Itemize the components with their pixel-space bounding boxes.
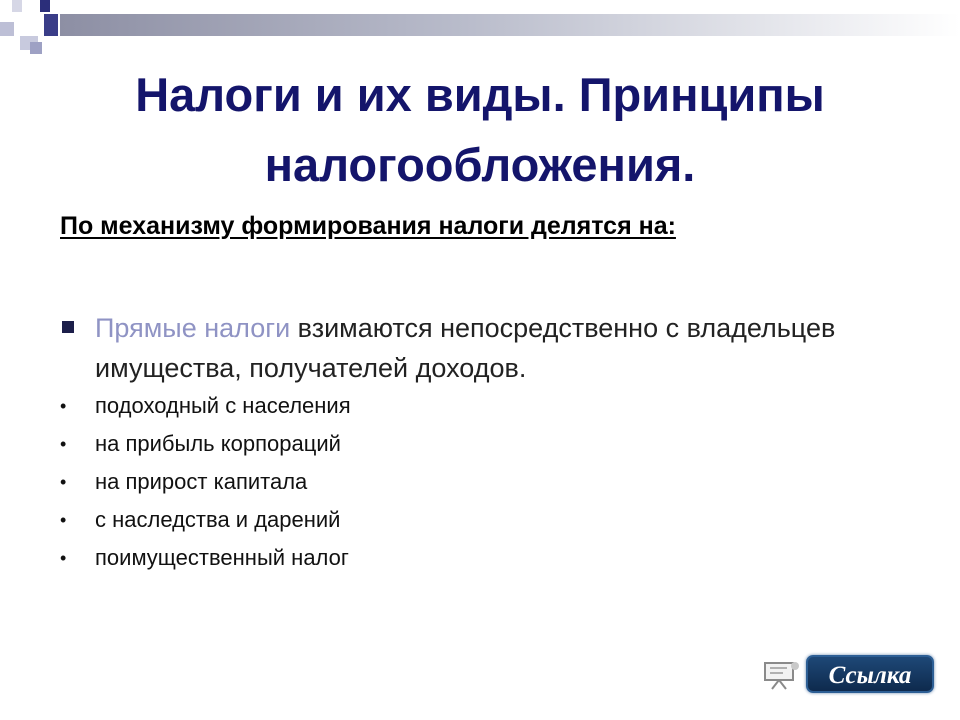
list-item <box>60 426 351 464</box>
decor-square <box>22 12 38 30</box>
decor-square <box>44 14 58 36</box>
link-button[interactable]: Ссылка <box>806 655 934 693</box>
list-item-label: на прибыль корпораций <box>95 431 341 456</box>
direct-taxes-highlight: Прямые налоги <box>95 313 291 343</box>
decor-square <box>12 0 22 12</box>
square-bullet-icon <box>62 321 74 333</box>
list-item-label: с наследства и дарений <box>95 507 341 532</box>
list-item <box>60 464 351 502</box>
list-item <box>60 388 351 426</box>
slide-subtitle: По механизму формирования налоги делятся на: <box>60 212 676 240</box>
decor-square <box>0 22 14 36</box>
list-item <box>60 502 351 540</box>
tax-types-list <box>60 388 351 578</box>
bullet-dot-icon: • <box>60 472 67 492</box>
main-bullet-text <box>95 308 900 388</box>
main-bullet <box>60 308 900 388</box>
bullet-dot-icon: • <box>60 510 67 530</box>
header-decoration <box>0 0 960 60</box>
list-item-label: подоходный с населения <box>95 393 351 418</box>
bullet-dot-icon: • <box>60 434 67 454</box>
bullet-dot-icon: • <box>60 396 67 416</box>
decor-square <box>40 0 50 12</box>
presentation-board-icon <box>762 660 800 690</box>
main-bullet-body: взимаются непосредственно с владельцев имущества, получателей доходов. <box>95 313 836 383</box>
list-item <box>60 540 351 578</box>
list-item-label: поимущественный налог <box>95 545 349 570</box>
list-item-label: на прирост капитала <box>95 469 308 494</box>
bullet-dot-icon: • <box>60 548 67 568</box>
header-gradient-bar <box>60 14 960 36</box>
slide-title: Налоги и их виды. Принципы налогообложения. <box>135 68 825 191</box>
decor-square <box>30 42 42 54</box>
link-area <box>762 652 937 697</box>
